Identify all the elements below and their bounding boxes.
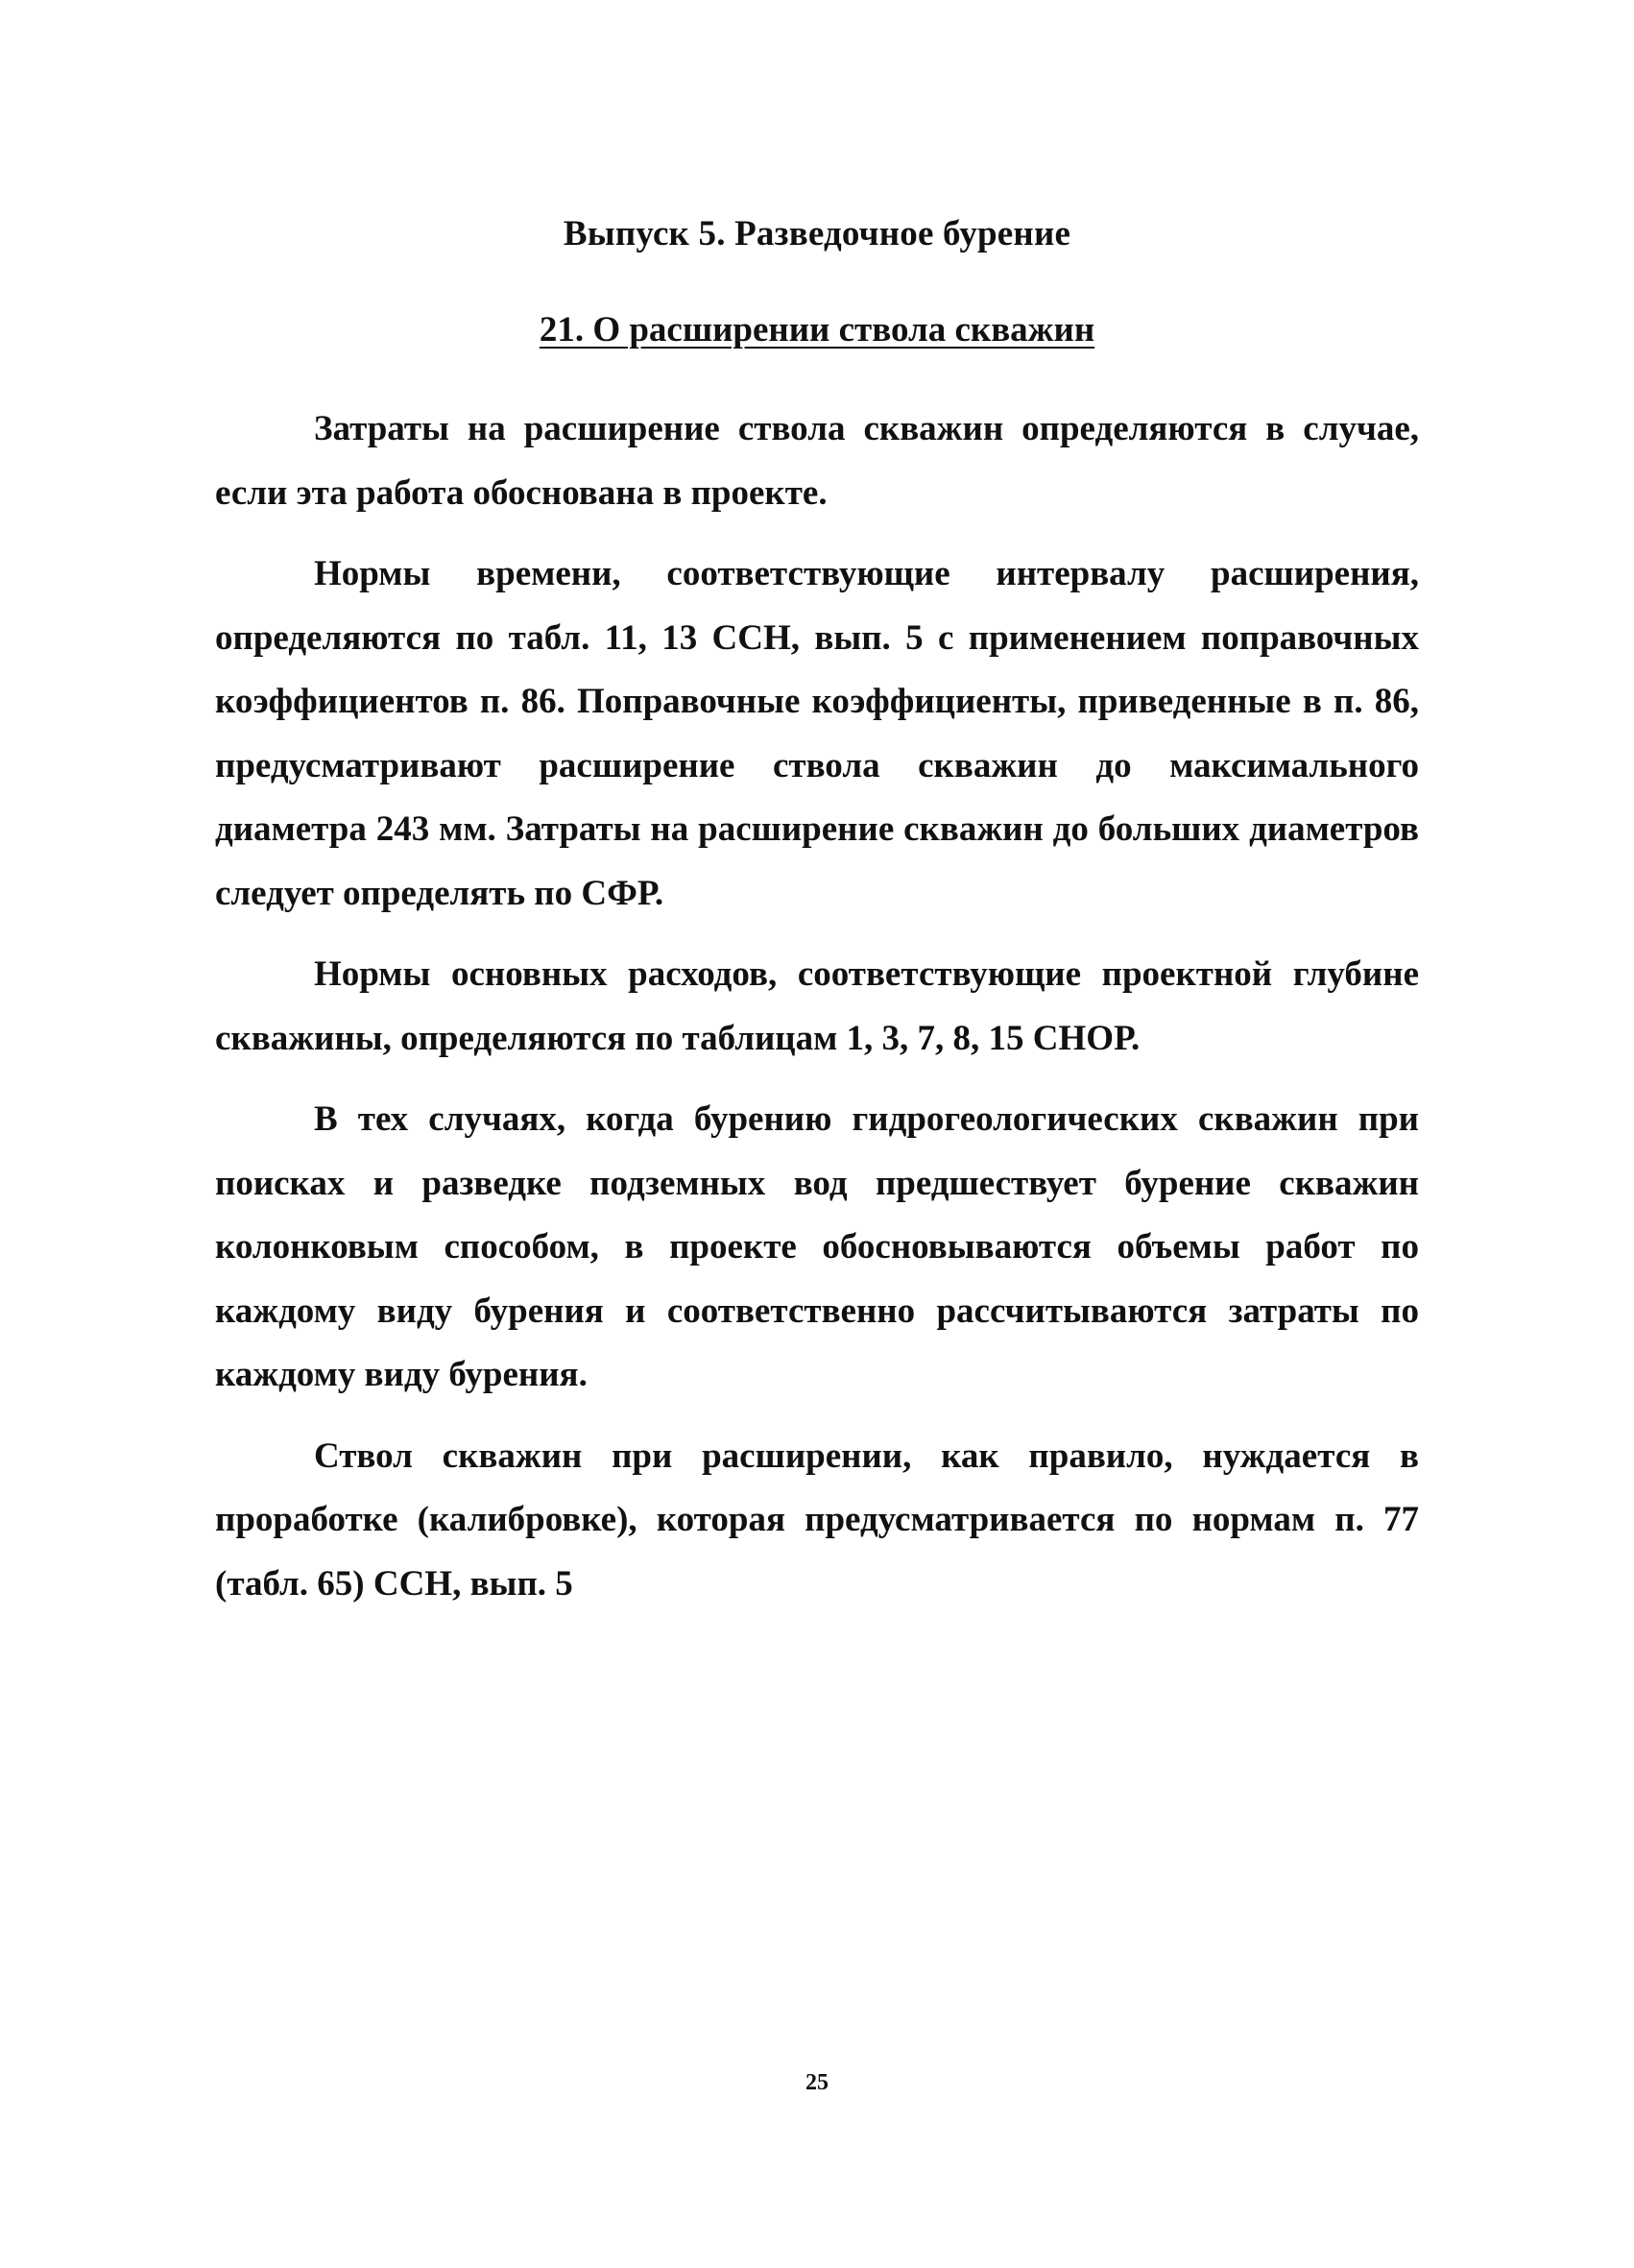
page-number: 25 [805,2070,829,2095]
paragraph-2: Нормы времени, соответствующие интервалу расширения, определяются по табл. 11, 13 ССН, вып. 5 с применением поправочных коэффициентов п. 86. Поправочные коэффициенты, приведенные в п. 86, предусматривают расширение ствола скважин до максимального диаметра 243 мм. Затраты на расширение скважин до больших диаметров следует определять по СФР. [215,554,1419,913]
paragraph-5: Ствол скважин при расширении, как правило, нуждается в проработке (калибровке), которая предусматривается по нормам п. 77 (табл. 65) ССН, вып. 5 [215,1436,1419,1604]
paragraph-3: Нормы основных расходов, соответствующие проектной глубине скважины, определяются по таблицам 1, 3, 7, 8, 15 СНОР. [215,954,1419,1058]
section-title: 21. О расширении ствола скважин [539,310,1095,350]
paragraph-4: В тех случаях, когда бурению гидрогеологических скважин при поисках и разведке подземных вод предшествует бурение скважин колонковым способом, в проекте обосновываются объемы работ по каждому виду бурения и соответственно рассчитываются затраты по каждому виду бурения. [215,1099,1419,1394]
document-body [215,398,1419,1633]
document-header: Выпуск 5. Разведочное бурение [563,214,1071,253]
paragraph-1: Затраты на расширение ствола скважин определяются в случае, если эта работа обоснована в проекте. [215,409,1419,513]
